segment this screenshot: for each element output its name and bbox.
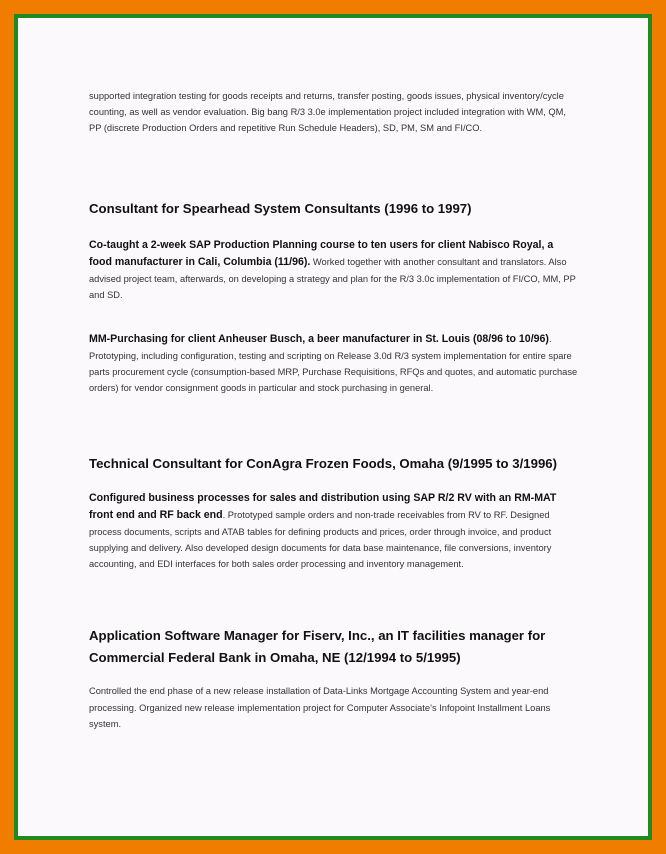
- section-1-item-1: [89, 237, 579, 303]
- section-1-item-1-lead: Co-taught a 2-week SAP Production Planning course to ten users for client Nabisco Royal, a food manufacturer in Cali, Columbia (11/96).: [89, 239, 554, 268]
- section-3-title: Application Software Manager for Fiserv, Inc., an IT facilities manager for Commercial Federal Bank in Omaha, NE (12/1994 to 5/1995): [89, 628, 546, 665]
- section-1-title: Consultant for Spearhead System Consultants (1996 to 1997): [89, 201, 472, 216]
- section-3-item-1: [89, 683, 579, 732]
- section-2-item-1: [89, 490, 579, 572]
- intro-paragraph: supported integration testing for goods receipts and returns, transfer posting, goods issues, physical inventory/cycle counting, as well as vendor evaluation. Big bang R/3 3.0e implementation project included integration with WM, QM, PP (discrete Production Orders and repetitive Run Schedule Headers), SD, PM, SM and FI/CO.: [89, 91, 566, 133]
- section-1-item-2-text: . Prototyping, including configuration, testing and scripting on Release 3.0d R/3 system implementation for entire spare parts procurement cycle (consumption-based MRP, Purchase Requisitions, RFQs and quotes, and automatic purchase orders) for vendor consignment goods in particular and stock purchasing in general.: [89, 334, 578, 393]
- section-2-title: Technical Consultant for ConAgra Frozen Foods, Omaha (9/1995 to 3/1996): [89, 456, 558, 471]
- section-2-item-1-lead: Configured business processes for sales and distribution using SAP R/2 RV with an RM-MAT front end and RF back end: [89, 492, 557, 521]
- section-1-item-2: [89, 331, 579, 396]
- section-1-item-2-lead: MM-Purchasing for client Anheuser Busch, a beer manufacturer in St. Louis (08/96 to 10/96): [89, 333, 549, 345]
- section-1-item-1-text: Worked together with another consultant and translators. Also advised project team, afterwards, on developing a strategy and plan for the R/3 3.0c implementation of FI/CO, MM, PP and SD.: [89, 257, 576, 300]
- section-3-item-1-text: Controlled the end phase of a new release installation of Data-Links Mortgage Accounting System and year-end processing. Organized new release implementation project for Computer Associate’s Infopoint Installment Loans system.: [89, 686, 551, 729]
- section-2-item-1-text: . Prototyped sample orders and non-trade receivables from RV to RF. Designed process documents, scripts and ATAB tables for defining products and prices, order through invoice, and product supplying and delivery. Also developed design documents for data base maintenance, file conversions, inventory accounting, and EDI interfaces for both sales order processing and inventory management.: [89, 510, 552, 569]
